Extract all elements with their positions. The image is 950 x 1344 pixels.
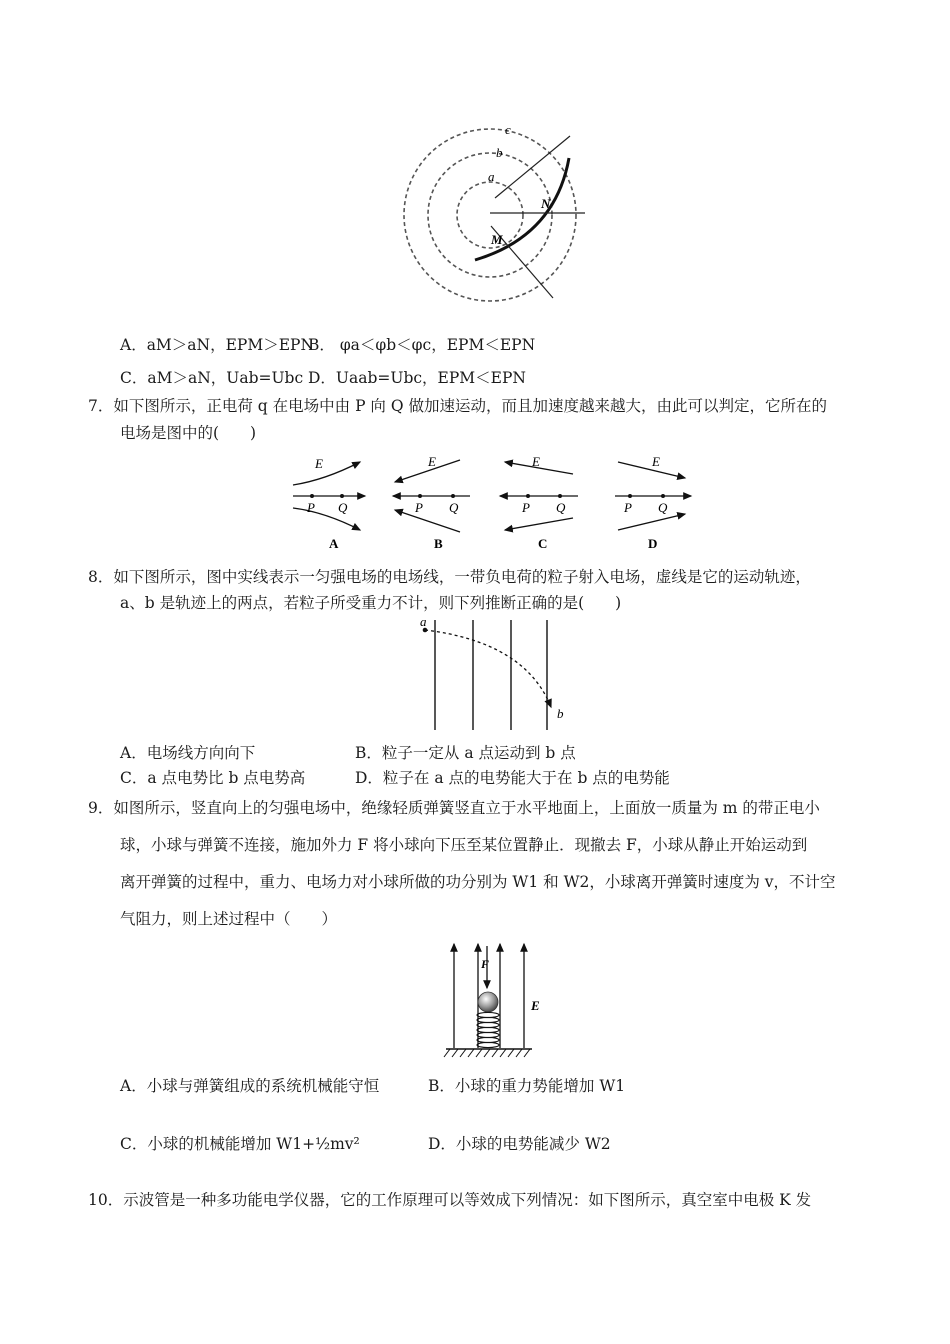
q8-option-d: D．粒子在 a 点的电势能大于在 b 点的电势能 <box>355 769 670 787</box>
equipotential-a <box>457 182 523 248</box>
field-line-d-bottom <box>618 514 685 530</box>
field-e-c: E <box>532 454 540 469</box>
point-q-d <box>661 494 665 498</box>
choice-a: A <box>329 536 339 551</box>
q10-stem-line1: 10．示波管是一种多功能电学仪器，它的工作原理可以等效成下列情况：如下图所示，真空室中电极 K 发 <box>88 1191 812 1209</box>
q6-option-d: D．Uaab=Ubc，EPM＜EPN <box>308 369 526 387</box>
q7-diagram-d <box>615 454 691 551</box>
q6-option-c: C．aM＞aN，Uab=Ubc <box>120 369 304 387</box>
q7-stem-line2: 电场是图中的( ) <box>120 424 257 442</box>
field-e-a: E <box>315 456 323 471</box>
force-label: F <box>481 957 490 971</box>
q8-stem-line1: 8．如下图所示，图中实线表示一匀强电场的电场线，一带负电荷的粒子射入电场，虚线是它的运动轨迹， <box>88 568 811 586</box>
q6-option-a: A．aM＞aN，EPM＞EPN <box>120 336 315 354</box>
label-b: b <box>557 706 564 721</box>
point-p-a <box>310 494 314 498</box>
q9-stem-line4: 气阻力，则上述过程中（ ） <box>120 910 338 928</box>
q9-option-c: C．小球的机械能增加 W1+½mv² <box>120 1135 360 1153</box>
field-e-b: E <box>428 454 436 469</box>
q8-option-c: C．a 点电势比 b 点电势高 <box>120 769 306 787</box>
q9-stem-line2: 球，小球与弹簧不连接，施加外力 F 将小球向下压至某位置静止．现撤去 F，小球从静止开始运动到 <box>120 836 808 854</box>
field-label: E <box>531 998 540 1013</box>
q8-stem-line2: a、b 是轨迹上的两点，若粒子所受重力不计，则下列推断正确的是( ) <box>120 594 622 612</box>
q6-figure <box>395 118 595 303</box>
q6-option-b: B． φa＜φb＜φc，EPM＜EPN <box>308 336 536 354</box>
spring <box>477 1012 499 1047</box>
q8-option-b: B．粒子一定从 a 点运动到 b 点 <box>355 744 576 762</box>
point-p-c <box>526 494 530 498</box>
equipotential-c <box>404 129 576 301</box>
choice-c: C <box>538 536 548 551</box>
point-q-b <box>451 494 455 498</box>
label-p-b: P <box>415 500 423 515</box>
label-b: b <box>496 145 503 160</box>
q9-stem-line1: 9．如图所示，竖直向上的匀强电场中，绝缘轻质弹簧竖直立于水平地面上，上面放一质量为 m 的带正电小 <box>88 799 820 817</box>
label-n: N <box>541 196 551 211</box>
q7-diagram-b <box>393 454 470 551</box>
q8-option-a: A．电场线方向向下 <box>120 744 256 762</box>
field-line-a-top <box>293 462 360 485</box>
label-p-d: P <box>624 500 632 515</box>
q9-stem-line3: 离开弹簧的过程中，重力、电场力对小球所做的功分别为 W1 和 W2，小球离开弹簧时速度为 v，不计空 <box>120 873 836 891</box>
q9-figure <box>440 938 560 1060</box>
q9-option-a: A．小球与弹簧组成的系统机械能守恒 <box>120 1077 380 1095</box>
ball <box>478 992 498 1012</box>
point-p-d <box>628 494 632 498</box>
q7-diagram-c <box>500 454 578 551</box>
label-a: a <box>488 169 495 184</box>
label-q-b: Q <box>449 500 459 515</box>
field-line-a-bottom <box>293 508 360 530</box>
q7-diagram-a <box>293 456 365 551</box>
choice-d: D <box>648 536 658 551</box>
field-line-c-bottom <box>505 518 573 530</box>
label-p-c: P <box>522 500 530 515</box>
label-p-a: P <box>307 500 315 515</box>
q9-option-d: D．小球的电势能减少 W2 <box>428 1135 611 1153</box>
q7-stem-line1: 7．如下图所示，正电荷 q 在电场中由 P 向 Q 做加速运动，而且加速度越来越大，由此可以判定，它所在的 <box>88 397 827 415</box>
field-e-d: E <box>652 454 660 469</box>
q7-figure <box>285 450 700 555</box>
q8-figure <box>415 612 575 734</box>
trajectory-dashed <box>425 630 551 707</box>
point-q-c <box>558 494 562 498</box>
q9-option-b: B．小球的重力势能增加 W1 <box>428 1077 626 1095</box>
point-q-a <box>340 494 344 498</box>
label-m: M <box>491 232 503 247</box>
label-q-a: Q <box>338 500 348 515</box>
choice-b: B <box>434 536 443 551</box>
label-q-d: Q <box>658 500 668 515</box>
label-a: a <box>420 614 427 629</box>
ground-hatch <box>444 1049 530 1057</box>
label-c: c <box>505 122 511 137</box>
label-q-c: Q <box>556 500 566 515</box>
point-p-b <box>418 494 422 498</box>
